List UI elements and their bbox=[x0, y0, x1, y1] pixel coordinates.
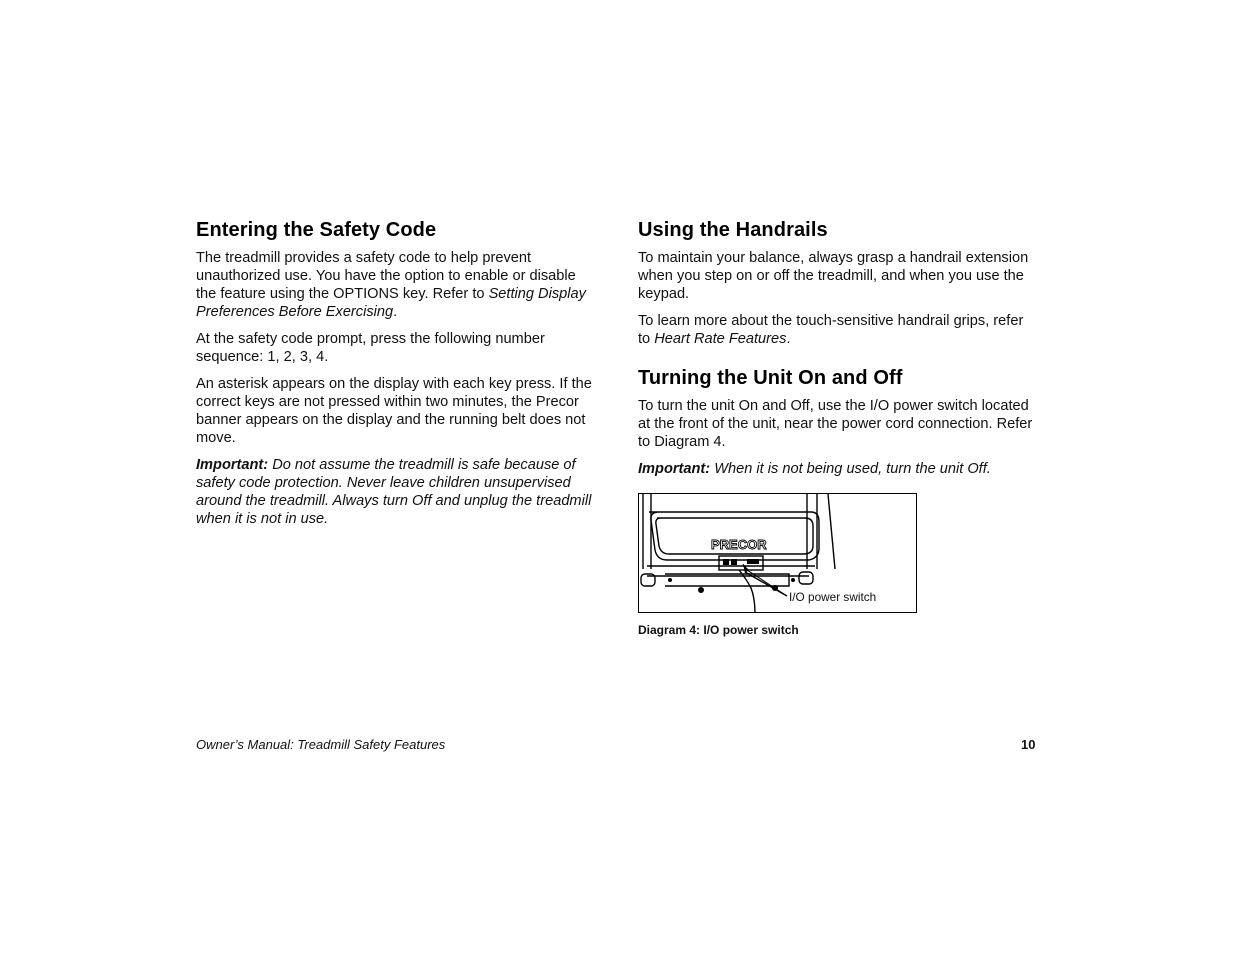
paragraph-handrail-grips: To learn more about the touch-sensitive handrail grips, refer to Heart Rate Features. bbox=[638, 313, 1024, 347]
precor-logo: PRECOR bbox=[711, 537, 767, 552]
diagram-io-power-switch bbox=[638, 493, 917, 613]
footer-title: Owner’s Manual: Treadmill Safety Features bbox=[196, 737, 446, 752]
right-column bbox=[638, 218, 1038, 487]
important-label: Important: bbox=[638, 461, 711, 477]
section-heading-safety-code: Entering the Safety Code bbox=[196, 219, 437, 241]
paragraph-asterisk-display: An asterisk appears on the display with each key press. If the correct keys are not pressed within two minutes, the Precor banner appears on the display and the running belt does not move. bbox=[196, 376, 592, 446]
paragraph-power-switch: To turn the unit On and Off, use the I/O power switch located at the front of the unit, near the power cord connection. Refer to Diagram 4. bbox=[638, 398, 1033, 450]
page-number: 10 bbox=[1021, 737, 1036, 752]
cross-reference: Setting Display Preferences Before Exercising bbox=[196, 286, 586, 320]
paragraph-safety-code-intro: The treadmill provides a safety code to help prevent unauthorized use. You have the option to enable or disable the feature using the OPTIONS key. Refer to Setting Display Preferences Before Exercising. bbox=[196, 250, 586, 320]
callout-label: I/O power switch bbox=[789, 590, 877, 604]
important-note-safety: Important: Do not assume the treadmill is safe because of safety code protection. Never leave children unsupervised around the treadmill. Always turn Off and unplug the treadmill when it is not in use. bbox=[196, 457, 592, 527]
figure-caption: Diagram 4: I/O power switch bbox=[638, 623, 799, 637]
section-heading-on-off: Turning the Unit On and Off bbox=[638, 367, 903, 389]
paragraph-safety-code-prompt: At the safety code prompt, press the following number sequence: 1, 2, 3, 4. bbox=[196, 331, 545, 365]
important-note-power: Important: When it is not being used, turn the unit Off. bbox=[638, 461, 991, 477]
section-heading-handrails: Using the Handrails bbox=[638, 219, 828, 241]
paragraph-handrails-balance: To maintain your balance, always grasp a handrail extension when you step on or off the treadmill, and when you use the keypad. bbox=[638, 250, 1029, 302]
important-label: Important: bbox=[196, 457, 269, 473]
cross-reference: Heart Rate Features bbox=[654, 331, 787, 347]
left-column bbox=[196, 218, 598, 537]
